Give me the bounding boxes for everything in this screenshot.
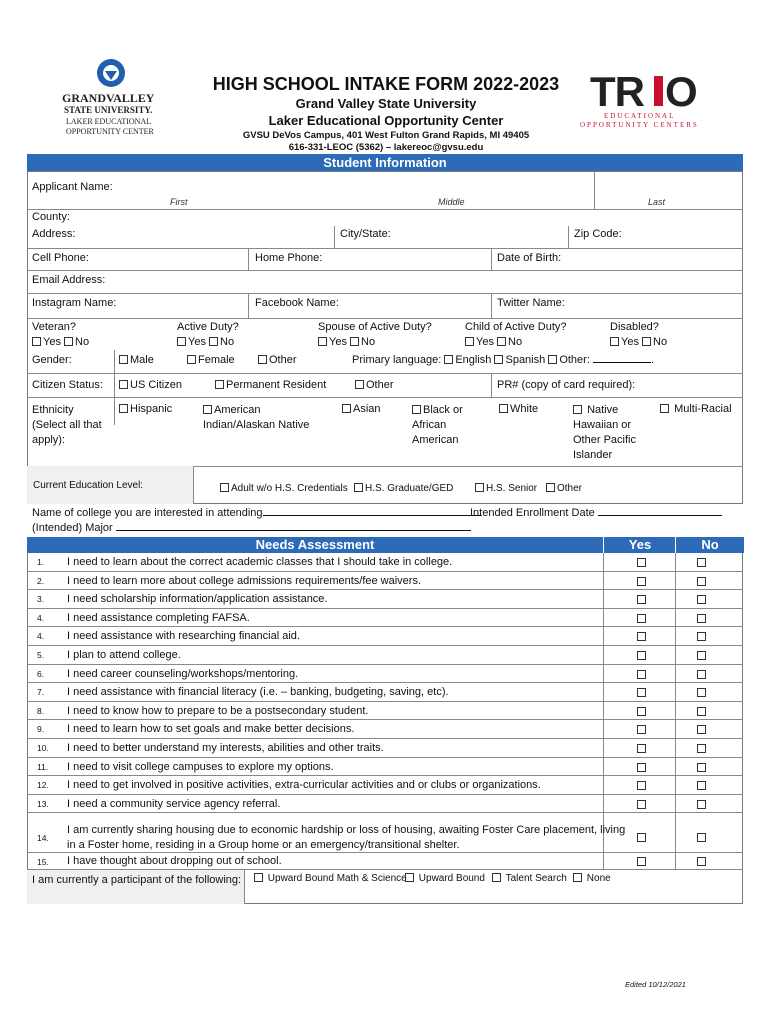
intended-major-label: (Intended) Major bbox=[32, 522, 471, 534]
multi-racial-checkbox[interactable] bbox=[660, 404, 669, 413]
active-no-checkbox[interactable] bbox=[209, 337, 218, 346]
prog-upward-bound: Upward Bound bbox=[405, 873, 485, 884]
eth-multi-racial: Multi-Racial bbox=[660, 403, 732, 415]
item-number: 11. bbox=[37, 761, 49, 772]
hs-grad-checkbox[interactable] bbox=[354, 483, 363, 492]
home-phone-label: Home Phone: bbox=[255, 252, 323, 264]
us-citizen-checkbox[interactable] bbox=[119, 380, 128, 389]
prog-none: None bbox=[573, 873, 611, 884]
language-other-checkbox[interactable] bbox=[548, 355, 557, 364]
eth-american-indian: American Indian/Alaskan Native bbox=[203, 404, 310, 431]
ethnicity-label: Ethnicity (Select all that apply): bbox=[32, 404, 102, 446]
item-15-yes-checkbox[interactable] bbox=[637, 857, 646, 866]
gender-male: Male bbox=[119, 354, 154, 366]
citizen-status-label: Citizen Status: bbox=[32, 379, 103, 391]
active-duty-options: Yes No bbox=[177, 336, 234, 348]
needs-item bbox=[27, 553, 743, 572]
middle-label: Middle bbox=[438, 197, 465, 207]
item-no-checkbox[interactable] bbox=[697, 595, 706, 604]
header-line2: Laker Educational Opportunity Center bbox=[268, 113, 504, 128]
middle-name-field[interactable] bbox=[400, 181, 540, 195]
needs-item bbox=[27, 758, 743, 777]
item-text: I need a community service agency referral. bbox=[67, 797, 281, 810]
header-contact: 616-331-LEOC (5362) – lakereoc@gvsu.edu bbox=[288, 142, 484, 153]
item-yes-checkbox[interactable] bbox=[637, 632, 646, 641]
needs-item bbox=[27, 590, 743, 609]
svg-text:OPPORTUNITY CENTERS: OPPORTUNITY CENTERS bbox=[580, 121, 699, 129]
item-text: I need to learn how to set goals and make better decisions. bbox=[67, 723, 355, 736]
citizen-other: Other bbox=[355, 379, 394, 391]
needs-item bbox=[27, 572, 743, 591]
eth-native-hawaiian: Native Hawaiian or Other Pacific Islander bbox=[573, 404, 636, 461]
dob-label: Date of Birth: bbox=[497, 252, 562, 264]
item-yes-checkbox[interactable] bbox=[637, 614, 646, 623]
female-checkbox[interactable] bbox=[187, 355, 196, 364]
item-text: I need assistance with researching financial aid. bbox=[67, 630, 300, 643]
english-checkbox[interactable] bbox=[444, 355, 453, 364]
gvsu-logo-icon bbox=[60, 58, 170, 140]
needs-item bbox=[27, 665, 743, 684]
facebook-label: Facebook Name: bbox=[255, 297, 339, 309]
item-number: 2. bbox=[37, 575, 45, 586]
svg-text:STATE UNIVERSITY.: STATE UNIVERSITY. bbox=[64, 105, 153, 115]
edu-adult: Adult w/o H.S. Credentials bbox=[220, 483, 348, 494]
veteran-no-checkbox[interactable] bbox=[64, 337, 73, 346]
item-no-checkbox[interactable] bbox=[697, 614, 706, 623]
needs-item bbox=[27, 739, 743, 758]
item-text: I need to better understand my interests, abilities and other traits. bbox=[67, 742, 384, 754]
prog-upward-math: Upward Bound Math & Science bbox=[254, 873, 407, 884]
trio-logo bbox=[580, 68, 720, 130]
needs-yes-header: Yes bbox=[603, 537, 676, 553]
item-number: 13. bbox=[37, 798, 49, 809]
item-no-checkbox[interactable] bbox=[697, 707, 706, 716]
needs-item bbox=[27, 776, 743, 795]
college-name-label: Name of college you are interested in attending bbox=[32, 507, 481, 519]
zip-label: Zip Code: bbox=[574, 228, 622, 240]
needs-assessment-header: Needs Assessment bbox=[27, 537, 603, 553]
item-number: 12. bbox=[37, 780, 49, 791]
svg-text:OPPORTUNITY CENTER: OPPORTUNITY CENTER bbox=[66, 127, 154, 136]
active-duty-label: Active Duty? bbox=[177, 321, 239, 333]
svg-text:EDUCATIONAL: EDUCATIONAL bbox=[604, 112, 676, 120]
disabled-options: Yes No bbox=[610, 336, 667, 348]
eth-black: Black or African American bbox=[412, 404, 463, 446]
citizen-pr: Permanent Resident bbox=[215, 379, 326, 391]
item-14-yes-checkbox[interactable] bbox=[637, 833, 646, 842]
item-text: I need career counseling/workshops/mentoring. bbox=[67, 667, 299, 680]
edu-other-checkbox[interactable] bbox=[546, 483, 555, 492]
item-text: I need to learn more about college admissions requirements/fee waivers. bbox=[67, 574, 422, 587]
item-number: 5. bbox=[37, 650, 45, 660]
twitter-label: Twitter Name: bbox=[497, 297, 565, 309]
city-state-label: City/State: bbox=[340, 228, 391, 240]
edu-hs-senior: H.S. Senior bbox=[475, 483, 537, 494]
item-text: I need to visit college campuses to explore my options. bbox=[67, 760, 334, 773]
student-info-header: Student Information bbox=[27, 154, 743, 171]
item-no-checkbox[interactable] bbox=[697, 577, 706, 586]
needs-item-15 bbox=[27, 853, 743, 870]
male-checkbox[interactable] bbox=[119, 355, 128, 364]
item-yes-checkbox[interactable] bbox=[637, 744, 646, 753]
hispanic-checkbox[interactable] bbox=[119, 404, 128, 413]
address-field[interactable] bbox=[85, 228, 325, 242]
disabled-label: Disabled? bbox=[610, 321, 659, 333]
asian-checkbox[interactable] bbox=[342, 404, 351, 413]
edu-other: Other bbox=[546, 483, 582, 494]
primary-language: Primary language: English Spanish Other: . bbox=[352, 354, 655, 366]
item-text: I need assistance completing FAFSA. bbox=[67, 611, 250, 624]
eth-hispanic: Hispanic bbox=[119, 403, 172, 415]
white-checkbox[interactable] bbox=[499, 404, 508, 413]
item-no-checkbox[interactable] bbox=[697, 670, 706, 679]
item-no-checkbox[interactable] bbox=[697, 725, 706, 734]
needs-item bbox=[27, 683, 743, 702]
needs-item bbox=[27, 646, 743, 665]
item-text: I need to get involved in positive activities, extra-curricular activities and or clubs or organizations. bbox=[67, 779, 541, 792]
item-number: 7. bbox=[37, 687, 45, 698]
item-number: 10. bbox=[37, 743, 49, 753]
item-yes-checkbox[interactable] bbox=[637, 781, 646, 790]
item-text: I plan to attend college. bbox=[67, 649, 181, 661]
first-name-field[interactable] bbox=[190, 181, 330, 195]
talent-search-checkbox[interactable] bbox=[492, 873, 501, 882]
item-yes-checkbox[interactable] bbox=[637, 800, 646, 809]
applicant-name-label: Applicant Name: bbox=[32, 181, 113, 193]
veteran-yes-checkbox[interactable] bbox=[32, 337, 41, 346]
child-yes-checkbox[interactable] bbox=[465, 337, 474, 346]
edited-date: Edited 10/12/2021 bbox=[625, 980, 686, 989]
first-label: First bbox=[170, 197, 188, 207]
needs-no-header: No bbox=[675, 537, 744, 553]
child-no-checkbox[interactable] bbox=[497, 337, 506, 346]
veteran-options: Yes No bbox=[32, 336, 89, 348]
upward-math-checkbox[interactable] bbox=[254, 873, 263, 882]
cell-phone-label: Cell Phone: bbox=[32, 252, 89, 264]
item-yes-checkbox[interactable] bbox=[637, 763, 646, 772]
item-no-checkbox[interactable] bbox=[697, 688, 706, 697]
item-text: I have thought about dropping out of school. bbox=[67, 855, 282, 867]
eth-white: White bbox=[499, 403, 538, 415]
spouse-yes-checkbox[interactable] bbox=[318, 337, 327, 346]
spouse-options: Yes No bbox=[318, 336, 375, 348]
item-text: I need to know how to prepare to be a postsecondary student. bbox=[67, 704, 369, 717]
email-label: Email Address: bbox=[32, 274, 106, 286]
gvsu-logo bbox=[60, 58, 170, 140]
item-number: 4. bbox=[37, 612, 45, 623]
item-number: 8. bbox=[37, 705, 45, 716]
needs-item bbox=[27, 702, 743, 721]
gender-label: Gender: bbox=[32, 354, 72, 366]
citizen-other-checkbox[interactable] bbox=[355, 380, 364, 389]
item-number: 4. bbox=[37, 631, 45, 642]
trio-logo-icon bbox=[580, 68, 720, 130]
item-yes-checkbox[interactable] bbox=[637, 725, 646, 734]
upward-bound-checkbox[interactable] bbox=[405, 873, 414, 882]
item-no-checkbox[interactable] bbox=[697, 800, 706, 809]
american-indian-checkbox[interactable] bbox=[203, 405, 212, 414]
item-yes-checkbox[interactable] bbox=[637, 577, 646, 586]
disabled-yes-checkbox[interactable] bbox=[610, 337, 619, 346]
gender-female: Female bbox=[187, 354, 235, 366]
item-yes-checkbox[interactable] bbox=[637, 670, 646, 679]
disabled-no-checkbox[interactable] bbox=[642, 337, 651, 346]
item-yes-checkbox[interactable] bbox=[637, 595, 646, 604]
last-label: Last bbox=[648, 197, 666, 207]
item-number: 14. bbox=[37, 833, 49, 843]
active-yes-checkbox[interactable] bbox=[177, 337, 186, 346]
spouse-no-checkbox[interactable] bbox=[350, 337, 359, 346]
gender-other: Other bbox=[258, 354, 297, 366]
item-text: I need assistance with financial literacy (i.e. – banking, budgeting, saving, etc). bbox=[67, 686, 449, 699]
item-yes-checkbox[interactable] bbox=[637, 688, 646, 697]
item-yes-checkbox[interactable] bbox=[637, 707, 646, 716]
black-checkbox[interactable] bbox=[412, 405, 421, 414]
item-yes-checkbox[interactable] bbox=[637, 651, 646, 660]
permanent-resident-checkbox[interactable] bbox=[215, 380, 224, 389]
header-line1: Grand Valley State University bbox=[295, 96, 477, 111]
needs-item bbox=[27, 795, 743, 814]
edu-hs-grad: H.S. Graduate/GED bbox=[354, 483, 453, 494]
needs-item-14 bbox=[27, 823, 743, 853]
child-options: Yes No bbox=[465, 336, 522, 348]
svg-text:O: O bbox=[665, 68, 698, 115]
eth-asian: Asian bbox=[342, 403, 381, 415]
item-number: 3. bbox=[37, 594, 45, 605]
native-hawaiian-checkbox[interactable] bbox=[573, 405, 582, 414]
last-name-field[interactable] bbox=[600, 181, 740, 195]
item-text: I am currently sharing housing due to economic hardship or loss of housing, awaiting Foster Care placement, living in a Foster home, residing in a Group home or an emergency/transitional shelter. bbox=[67, 824, 626, 851]
item-number: 15. bbox=[37, 857, 49, 867]
gender-other-checkbox[interactable] bbox=[258, 355, 267, 364]
item-text: I need scholarship information/application assistance. bbox=[67, 593, 328, 606]
current-education-label: Current Education Level: bbox=[33, 480, 144, 491]
item-no-checkbox[interactable] bbox=[697, 763, 706, 772]
needs-item bbox=[27, 627, 743, 646]
hs-senior-checkbox[interactable] bbox=[475, 483, 484, 492]
child-active-label: Child of Active Duty? bbox=[465, 321, 567, 333]
item-14-no-checkbox[interactable] bbox=[697, 833, 706, 842]
pr-number-label: PR# (copy of card required): bbox=[497, 379, 636, 391]
item-no-checkbox[interactable] bbox=[697, 651, 706, 660]
item-15-no-checkbox[interactable] bbox=[697, 857, 706, 866]
needs-item bbox=[27, 609, 743, 628]
item-no-checkbox[interactable] bbox=[697, 632, 706, 641]
instagram-label: Instagram Name: bbox=[32, 297, 117, 309]
item-text: I need to learn about the correct academic classes that I should take in college. bbox=[67, 556, 453, 568]
spanish-checkbox[interactable] bbox=[494, 355, 503, 364]
spouse-active-label: Spouse of Active Duty? bbox=[318, 321, 432, 333]
item-no-checkbox[interactable] bbox=[697, 558, 706, 567]
item-no-checkbox[interactable] bbox=[697, 744, 706, 753]
item-number: 6. bbox=[37, 668, 45, 679]
intended-enrollment-label: Intended Enrollment Date bbox=[470, 507, 722, 519]
prog-talent-search: Talent Search bbox=[492, 873, 567, 884]
veteran-label: Veteran? bbox=[32, 321, 77, 333]
svg-text:TR: TR bbox=[590, 68, 644, 115]
svg-text:GRANDVALLEY: GRANDVALLEY bbox=[62, 91, 155, 105]
county-label: County: bbox=[32, 211, 70, 223]
item-number: 9. bbox=[37, 724, 45, 735]
citizen-us: US Citizen bbox=[119, 379, 182, 391]
none-checkbox[interactable] bbox=[573, 873, 582, 882]
item-no-checkbox[interactable] bbox=[697, 781, 706, 790]
address-label: Address: bbox=[32, 228, 76, 240]
svg-text:LAKER EDUCATIONAL: LAKER EDUCATIONAL bbox=[66, 117, 152, 126]
adult-checkbox[interactable] bbox=[220, 483, 229, 492]
form-title: HIGH SCHOOL INTAKE FORM 2022-2023 bbox=[212, 74, 560, 94]
item-number: 1. bbox=[37, 557, 45, 567]
item-yes-checkbox[interactable] bbox=[637, 558, 646, 567]
needs-item bbox=[27, 720, 743, 739]
participant-label: I am currently a participant of the following: bbox=[32, 874, 242, 886]
header-address: GVSU DeVos Campus, 401 West Fulton Grand Rapids, MI 49405 bbox=[242, 130, 530, 141]
